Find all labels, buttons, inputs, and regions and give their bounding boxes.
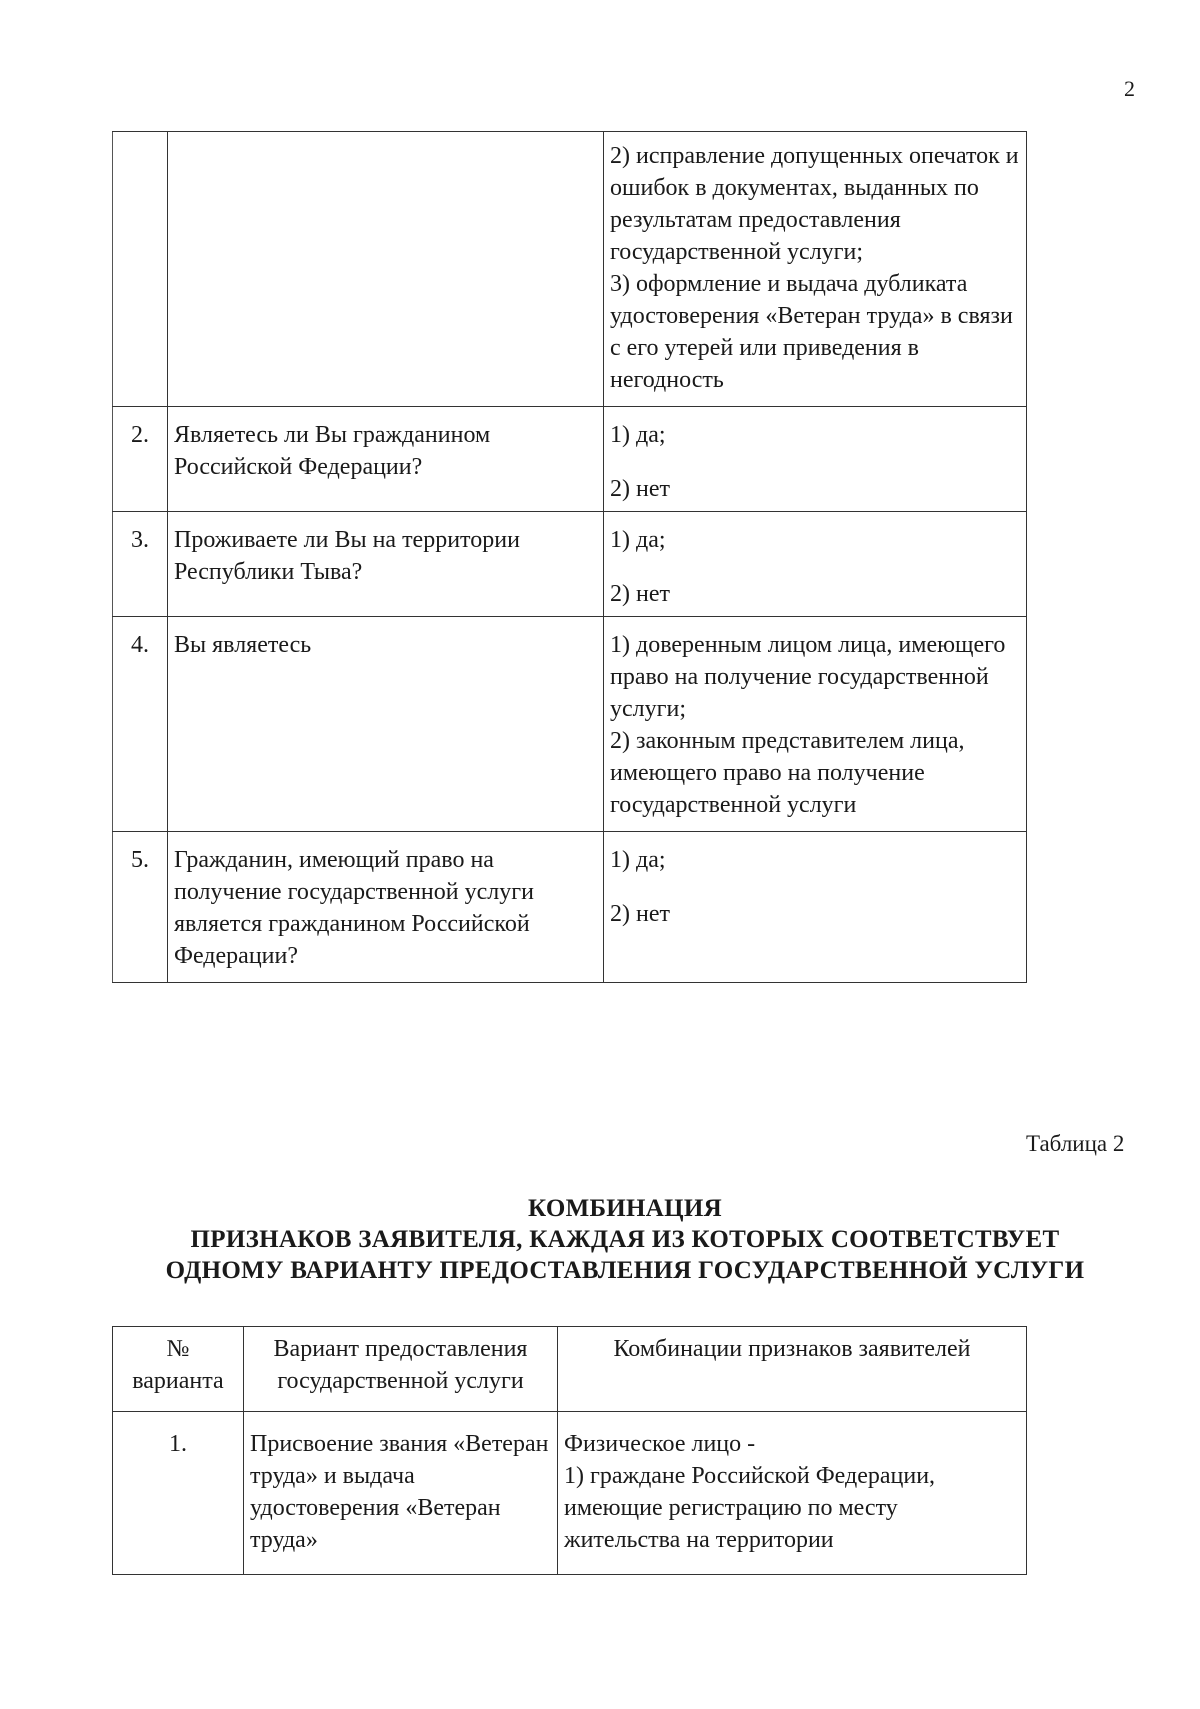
answer-option: 2) законным представителем лица, имеющего право на получение государственной услуги: [610, 728, 965, 818]
table-row: [113, 512, 1027, 617]
answer-option: 1) да;: [610, 422, 666, 448]
table-header-row: [113, 1327, 1027, 1412]
combination-text: 1) граждане Российской Федерации, имеющие регистрацию по месту жительства на территории: [564, 1463, 936, 1553]
header-variant-number: № варианта: [113, 1327, 244, 1412]
row-number: 5.: [113, 832, 168, 983]
section-title: [0, 1193, 1200, 1286]
answer-cell: [604, 832, 1027, 983]
row-number: 2.: [113, 407, 168, 512]
table-row: [113, 832, 1027, 983]
answer-cell: [604, 407, 1027, 512]
answer-option: 2) нет: [610, 901, 670, 927]
title-line: КОМБИНАЦИЯ: [528, 1195, 722, 1222]
header-combination: Комбинации признаков заявителей: [558, 1327, 1027, 1412]
answer-option: 1) да;: [610, 527, 666, 553]
question-cell: Вы являетесь: [168, 617, 604, 832]
question-cell: Проживаете ли Вы на территории Республики Тыва?: [168, 512, 604, 617]
answer-option: 2) исправление допущенных опечаток и ошибок в документах, выданных по результатам предоставления государственной услуги;: [610, 143, 1019, 265]
row-number: [113, 132, 168, 407]
combination-intro: Физическое лицо -: [564, 1431, 756, 1457]
row-number: 3.: [113, 512, 168, 617]
variant-number: 1.: [113, 1412, 244, 1575]
question-cell: Гражданин, имеющий право на получение государственной услуги является гражданином Российской Федерации?: [168, 832, 604, 983]
variant-cell: Присвоение звания «Ветеран труда» и выдача удостоверения «Ветеран труда»: [244, 1412, 558, 1575]
table-row: [113, 407, 1027, 512]
answer-option: 1) доверенным лицом лица, имеющего право на получение государственной услуги;: [610, 632, 1006, 722]
answer-option: 2) нет: [610, 581, 670, 607]
answer-cell: [604, 132, 1027, 407]
table-label: Таблица 2: [1026, 1131, 1125, 1156]
header-variant: Вариант предоставления государственной услуги: [244, 1327, 558, 1412]
question-cell: Являетесь ли Вы гражданином Российской Федерации?: [168, 407, 604, 512]
answer-option: 3) оформление и выдача дубликата удостоверения «Ветеран труда» в связи с его утерей или приведения в негодность: [610, 271, 1013, 393]
questions-table: [112, 131, 1027, 983]
answer-option: 2) нет: [610, 476, 670, 502]
question-cell: [168, 132, 604, 407]
title-line: ОДНОМУ ВАРИАНТУ ПРЕДОСТАВЛЕНИЯ ГОСУДАРСТВЕННОЙ УСЛУГИ: [165, 1257, 1085, 1284]
answer-cell: [604, 512, 1027, 617]
table-row: [113, 617, 1027, 832]
page-number: 2: [1124, 76, 1135, 101]
answer-cell: [604, 617, 1027, 832]
combination-cell: [558, 1412, 1027, 1575]
row-number: 4.: [113, 617, 168, 832]
title-line: ПРИЗНАКОВ ЗАЯВИТЕЛЯ, КАЖДАЯ ИЗ КОТОРЫХ СООТВЕТСТВУЕТ: [190, 1226, 1060, 1253]
table-row: [113, 1412, 1027, 1575]
answer-option: 1) да;: [610, 847, 666, 873]
table-row: [113, 132, 1027, 407]
combinations-table: [112, 1326, 1027, 1575]
